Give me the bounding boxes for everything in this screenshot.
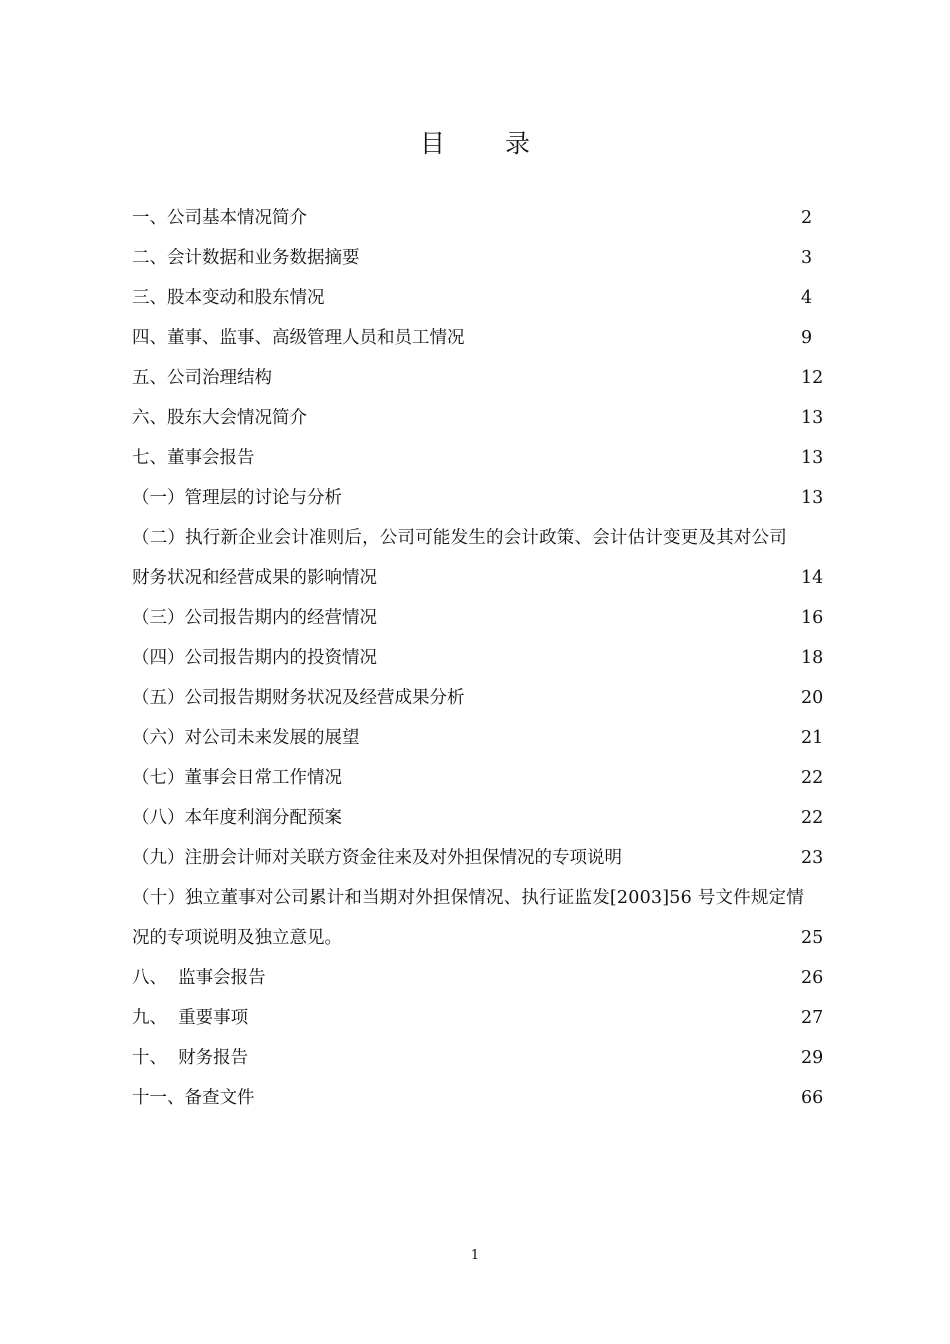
toc-entry-page: 20 [801, 688, 824, 708]
toc-entry-page: 18 [801, 648, 824, 668]
toc-entry-page: 26 [801, 968, 824, 988]
toc-entry-text: （三）公司报告期内的经营情况 [132, 608, 377, 628]
toc-entry[interactable] [132, 198, 832, 238]
toc-entry-text: 七、董事会报告 [132, 448, 255, 468]
toc-entry-page: 16 [801, 608, 824, 628]
page-title: 目 录 [420, 129, 556, 158]
toc-entry-text: 二、会计数据和业务数据摘要 [132, 248, 360, 268]
toc-entry-page: 13 [801, 488, 824, 508]
toc-entry-text: 四、董事、监事、高级管理人员和员工情况 [132, 328, 465, 348]
toc-entry-text: 九、 重要事项 [132, 1008, 249, 1028]
toc-entry[interactable] [132, 278, 832, 318]
toc-entry-text: （四）公司报告期内的投资情况 [132, 648, 377, 668]
toc-entry-text: 十、 财务报告 [132, 1048, 249, 1068]
toc-entry-page: 27 [801, 1008, 824, 1028]
toc-subentry[interactable] [132, 718, 832, 758]
toc-subentry[interactable] [132, 678, 832, 718]
toc-entry-text: 八、 监事会报告 [132, 968, 266, 988]
toc-subentry[interactable] [132, 798, 832, 838]
toc-subentry[interactable] [132, 878, 832, 918]
toc-entry-page: 25 [801, 928, 824, 948]
toc-entry-page: 12 [801, 368, 824, 388]
toc-entry[interactable] [132, 998, 832, 1038]
toc-subentry[interactable] [132, 838, 832, 878]
toc-entry-page: 13 [801, 448, 824, 468]
toc-entry-page: 4 [801, 288, 813, 308]
toc-subentry[interactable] [132, 598, 832, 638]
toc-entry-page: 66 [801, 1088, 824, 1108]
toc-entry-text: 三、股本变动和股东情况 [132, 288, 325, 308]
toc-entry-page: 14 [801, 568, 824, 588]
toc-entry-text: 况的专项说明及独立意见。 [132, 928, 342, 948]
toc-entry-page: 22 [801, 768, 824, 788]
toc-entry-text: （六）对公司未来发展的展望 [132, 728, 360, 748]
table-of-contents [132, 198, 832, 1118]
toc-entry[interactable] [132, 1078, 832, 1118]
toc-entry-page: 2 [801, 208, 813, 228]
toc-entry-page: 3 [801, 248, 813, 268]
toc-entry-page: 21 [801, 728, 824, 748]
toc-entry[interactable] [132, 398, 832, 438]
toc-entry[interactable] [132, 958, 832, 998]
toc-entry-text: 财务状况和经营成果的影响情况 [132, 568, 377, 588]
toc-entry-page: 22 [801, 808, 824, 828]
toc-entry[interactable] [132, 358, 832, 398]
toc-entry[interactable] [132, 438, 832, 478]
toc-subentry-continuation[interactable] [132, 558, 832, 598]
toc-entry-text: （九）注册会计师对关联方资金往来及对外担保情况的专项说明 [132, 848, 622, 868]
toc-entry-text: （七）董事会日常工作情况 [132, 768, 342, 788]
toc-entry-text: （十）独立董事对公司累计和当期对外担保情况、执行证监发[2003]56 号文件规定情 [132, 888, 804, 908]
toc-subentry[interactable] [132, 518, 832, 558]
toc-subentry-continuation[interactable] [132, 918, 832, 958]
toc-entry-page: 23 [801, 848, 824, 868]
toc-subentry[interactable] [132, 758, 832, 798]
toc-entry-page: 13 [801, 408, 824, 428]
toc-entry-page: 29 [801, 1048, 824, 1068]
toc-entry-text: （一）管理层的讨论与分析 [132, 488, 342, 508]
toc-entry-page: 9 [801, 328, 813, 348]
toc-subentry[interactable] [132, 478, 832, 518]
toc-entry-text: 六、股东大会情况简介 [132, 408, 307, 428]
toc-entry[interactable] [132, 318, 832, 358]
toc-entry-text: （八）本年度利润分配预案 [132, 808, 342, 828]
toc-entry-text: （五）公司报告期财务状况及经营成果分析 [132, 688, 465, 708]
toc-entry-text: （二）执行新企业会计准则后，公司可能发生的会计政策、会计估计变更及其对公司 [132, 528, 787, 548]
toc-entry-text: 一、公司基本情况简介 [132, 208, 307, 228]
toc-entry[interactable] [132, 238, 832, 278]
page-number: 1 [470, 1248, 480, 1263]
toc-entry-text: 五、公司治理结构 [132, 368, 272, 388]
toc-entry[interactable] [132, 1038, 832, 1078]
toc-entry-text: 十一、备查文件 [132, 1088, 255, 1108]
toc-subentry[interactable] [132, 638, 832, 678]
